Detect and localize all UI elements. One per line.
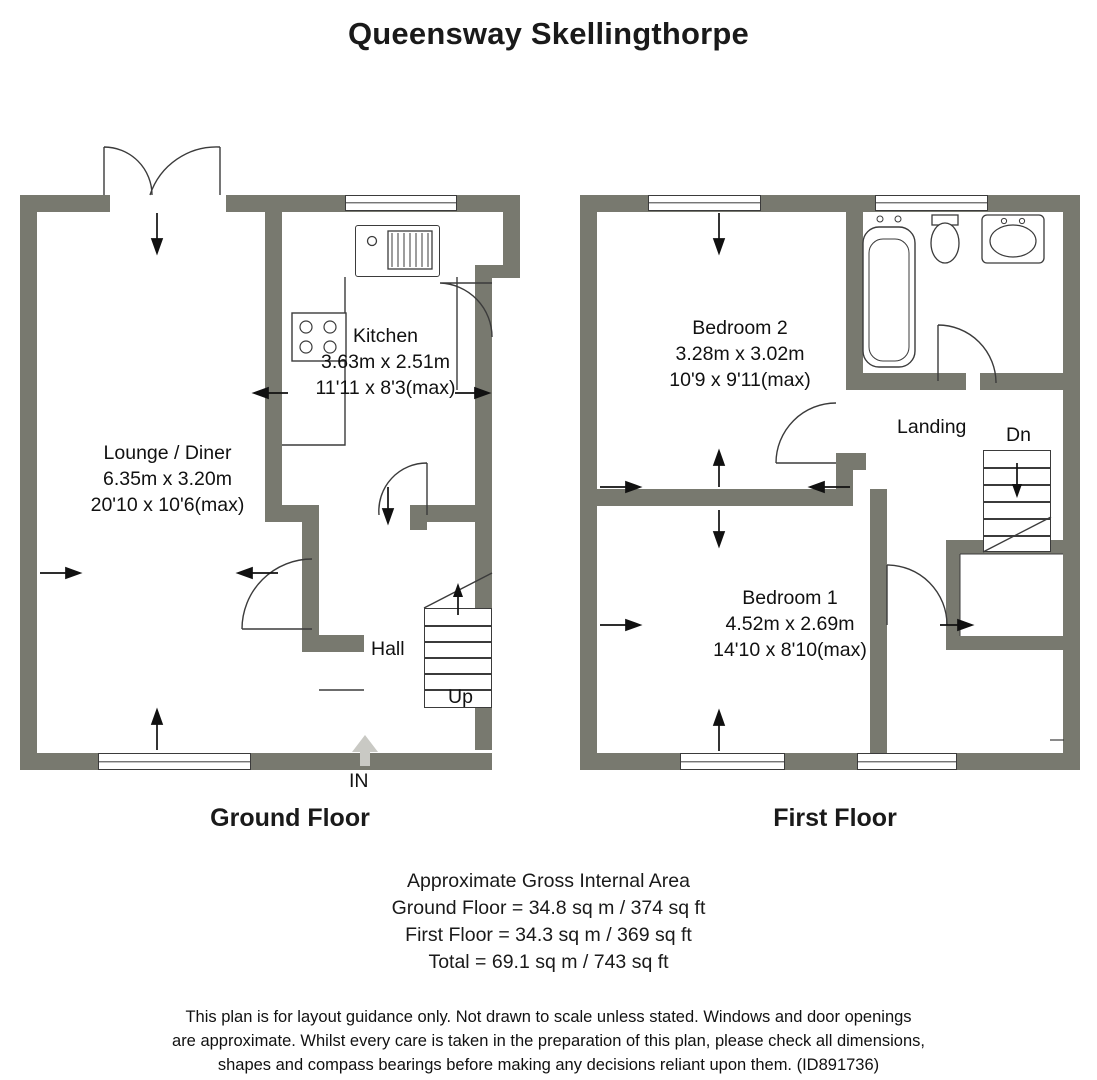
room-imperial-lounge: 20'10 x 10'6(max) xyxy=(90,494,245,516)
room-imperial-bedroom1: 14'10 x 8'10(max) xyxy=(713,639,867,661)
room-label-landing: Landing xyxy=(897,416,967,438)
floor-caption-first: First Floor xyxy=(773,804,897,832)
disclaimer-line-3: shapes and compass bearings before making any decisions reliant upon them. (ID891736) xyxy=(217,1056,880,1074)
room-metric-kitchen: 3.63m x 2.51m xyxy=(321,351,450,373)
area-line-total: Total = 69.1 sq m / 743 sq ft xyxy=(428,951,669,973)
first-stair-arrow xyxy=(580,195,1080,770)
stair-label-up: Up xyxy=(448,686,473,708)
area-heading: Approximate Gross Internal Area xyxy=(407,870,690,892)
disclaimer-line-2: are approximate. Whilst every care is taken in the preparation of this plan, please check all dimensions, xyxy=(172,1032,925,1050)
room-metric-bedroom1: 4.52m x 2.69m xyxy=(725,613,855,635)
room-label-hall: Hall xyxy=(371,638,405,660)
stair-label-dn: Dn xyxy=(1006,424,1031,446)
room-label-bedroom1 xyxy=(665,585,915,663)
area-line-ground: Ground Floor = 34.8 sq m / 374 sq ft xyxy=(391,897,706,919)
room-label-bedroom2 xyxy=(615,315,865,393)
room-name-bedroom2: Bedroom 2 xyxy=(692,317,788,339)
area-summary xyxy=(0,868,1097,976)
first-floor-plan xyxy=(580,195,1080,770)
floor-caption-ground: Ground Floor xyxy=(210,804,370,832)
room-name-bedroom1: Bedroom 1 xyxy=(742,587,838,609)
entrance-label-in: IN xyxy=(349,770,369,792)
page-title: Queensway Skellingthorpe xyxy=(347,16,750,51)
disclaimer-line-1: This plan is for layout guidance only. Not drawn to scale unless stated. Windows and door openings xyxy=(185,1008,912,1026)
room-imperial-bedroom2: 10'9 x 9'11(max) xyxy=(669,369,811,391)
room-metric-bedroom2: 3.28m x 3.02m xyxy=(675,343,805,365)
room-imperial-kitchen: 11'11 x 8'3(max) xyxy=(315,377,456,399)
room-name-lounge: Lounge / Diner xyxy=(103,442,232,464)
disclaimer xyxy=(0,1005,1097,1077)
room-metric-lounge: 6.35m x 3.20m xyxy=(103,468,232,490)
room-name-kitchen: Kitchen xyxy=(352,325,419,347)
area-line-first: First Floor = 34.3 sq m / 369 sq ft xyxy=(405,924,692,946)
